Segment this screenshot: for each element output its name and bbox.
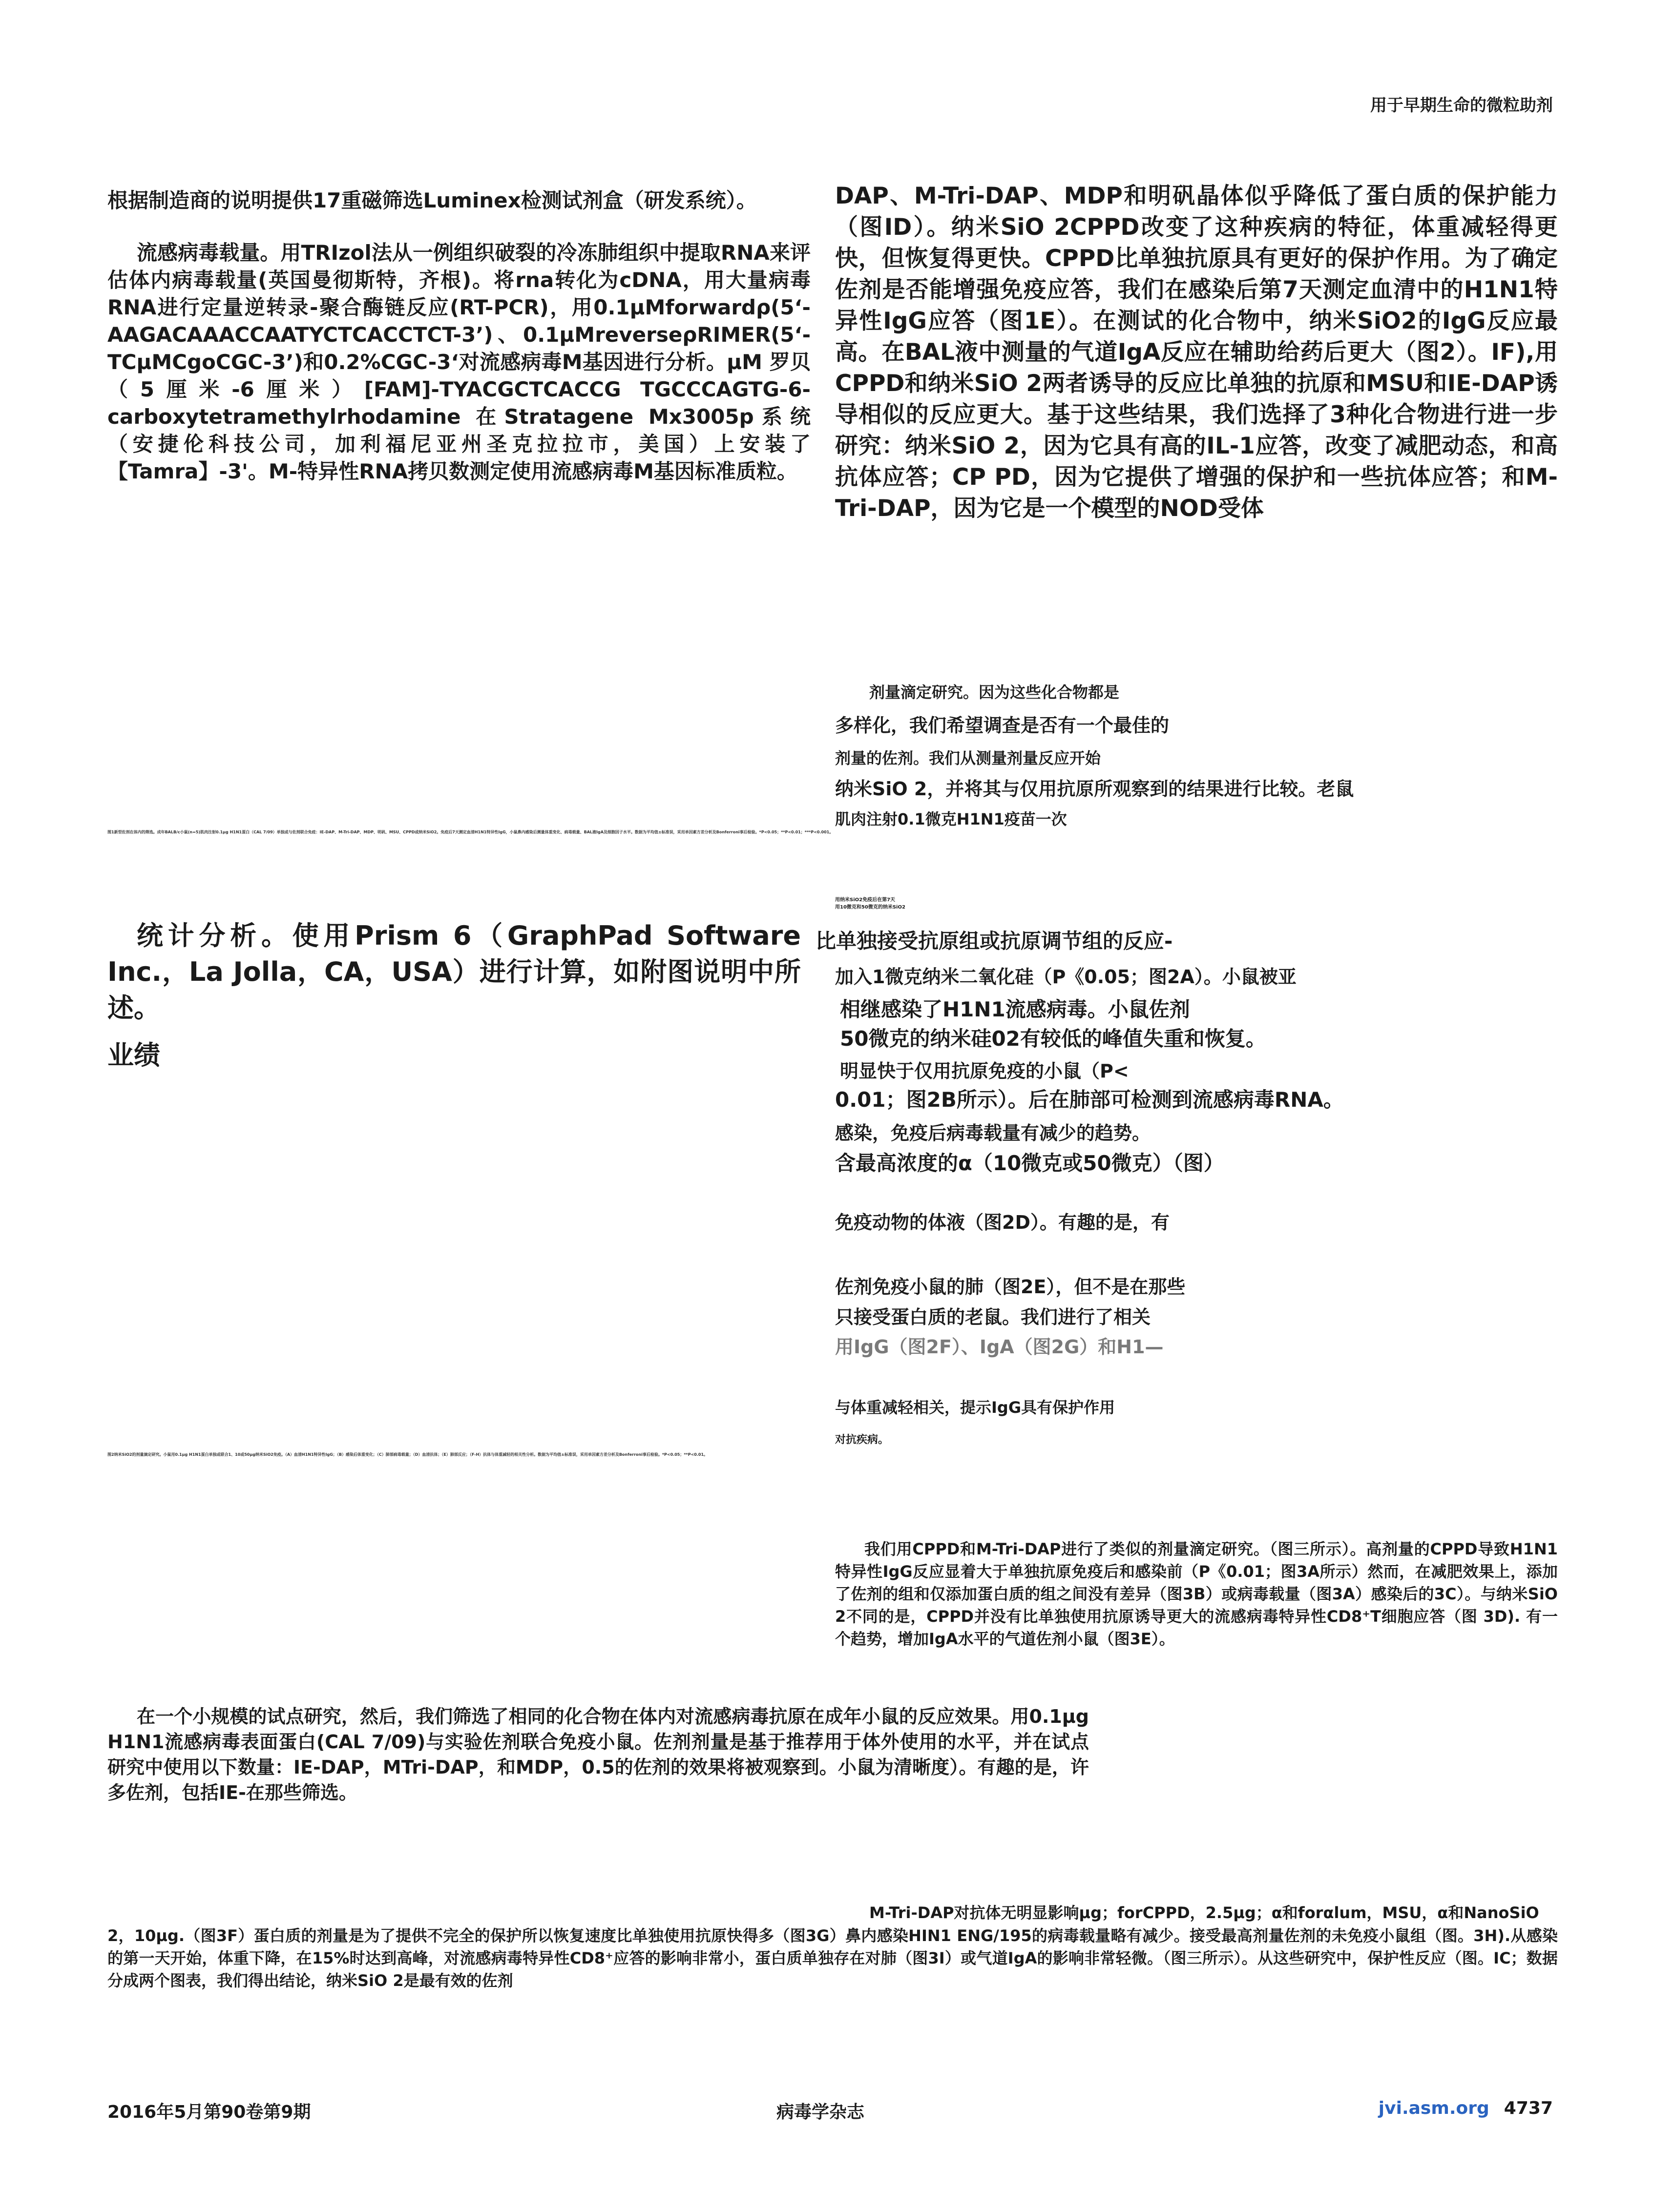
running-head: 用于早期生命的微粒助剂 (1370, 96, 1553, 115)
right-paragraph-1: DAP、M-Tri-DAP、MDP和明矾晶体似乎降低了蛋白质的保护能力（图ID）。纳米SiO 2CPPD改变了这种疾病的特征，体重减轻得更快，但恢复得更快。CPPD比单独抗原具有更好的保护作用。为了确定佐剂是否能增强免疫应答，我们在感染后第7天测定血清中的H1N1特异性IgG应答（图1E）。在测试的化合物中，纳米SiO2的IgG反应最高。在BAL液中测量的气道IgA反应在辅助给药后更大（图2）。IF),用CPPD和纳米SiO 2两者诱导的反应比单独的抗原和MSU和IE-DAP诱导相似的反应更大。基于这些结果，我们选择了3种化合物进行进一步研究：纳米SiO 2，因为它具有高的IL-1应答，改变了减肥动态，和高抗体应答；CP PD，因为它提供了增强的保护和一些抗体应答；和M-Tri-DAP，因为它是一个模型的NOD受体 (835, 183, 1558, 522)
right-block5-line-2: 只接受蛋白质的老鼠。我们进行了相关 (835, 1306, 1151, 1328)
right-block2-line-2: 多样化，我们希望调查是否有一个最佳的 (835, 715, 1170, 736)
left-paragraph-viral-load: 流感病毒载量。用TRIzol法从一例组织破裂的冷冻肺组织中提取RNA来评估体内病毒载量(英国曼彻斯特，齐根)。将rna转化为cDNA，用大量病毒RNA进行定量逆转录-聚合酶链反应(RT-PCR)，用0.1μMforwardρ(5‘-AAGACAAACCAATYCTCACCTCT-3’)、0.1μMreverseρRIMER(5‘-TCμMCgoCGC-3’)和0.2%CGC-3‘对流感病毒M基因进行分析。μM 罗贝（5厘米-6厘米）[FAM]-TYACGCTCACCG TGCCCAGTG-6-carboxytetramethylrhodamine 在Stratagene Mx3005p系统（安捷伦科技公司，加利福尼亚州圣克拉拉市，美国）上安装了【Tamra】-3'。M-特异性RNA拷贝数测定使用流感病毒M基因标准质粒。 (107, 241, 811, 483)
right-block2-line-3: 剂量的佐剂。我们从测量剂量反应开始 (835, 749, 1101, 767)
footer-journal: 病毒学杂志 (776, 2102, 865, 2122)
bottom-paragraph-line-1: M-Tri-DAP对抗体无明显影响μg；forCPPD，2.5μg；α和forαlum，MSU，α和NanoSiO (869, 1903, 1539, 1922)
right-block5-line-3: 用IgG（图2F）、IgA（图2G）和H1— (835, 1336, 1164, 1358)
results-heading: 业绩 (107, 1040, 160, 1071)
right-block7: 对抗疾病。 (835, 1434, 889, 1446)
right-block3-line-6: 0.01；图2B所示）。后在肺部可检测到流感病毒RNA。 (835, 1088, 1344, 1112)
small-note-2: 用10微克和50微克的纳米SiO2 (835, 905, 905, 910)
footer-url[interactable]: jvi.asm.org (1378, 2098, 1489, 2118)
right-block4: 免疫动物的体液（图2D）。有趣的是，有 (835, 1212, 1170, 1233)
right-block3-line-5: 明显快于仅用抗原免疫的小鼠（P< (840, 1060, 1129, 1082)
small-note-1: 用纳米SiO2免疫后在第7天 (835, 897, 896, 903)
right-block3-line-2: 加入1微克纳米二氧化硅（P《0.05；图2A）。小鼠被亚 (835, 966, 1297, 988)
figure-2-caption: 图2纳米SiO2的剂量滴定研究。小鼠用0.1μg H1N1蛋白单独或联合1、10或50μg纳米SiO2免疫。（A）血清H1N1特异性IgG；（B）感染后体重变化；（C）肺部病毒载量；（D）血清抗体；（E）肺部反应；（F-H）抗体与体重减轻的相关性分析。数据为平均值±标准误，采用单因素方差分析及Bonferroni事后检验。*P<0.05；**P<0.01。 (107, 1452, 708, 1457)
right-block3-line-8: 含最高浓度的α（10微克或50微克）（图） (835, 1151, 1224, 1175)
footer-date: 2016年5月第90卷第9期 (107, 2102, 311, 2122)
left-paragraph-1: 根据制造商的说明提供17重磁筛选Luminex检测试剂盒（研发系统）。 (107, 188, 757, 212)
figure-1-area (107, 586, 820, 820)
right-block2-line-4: 纳米SiO 2，并将其与仅用抗原所观察到的结果进行比较。老鼠 (835, 778, 1354, 800)
cppd-paragraph: 我们用CPPD和M-Tri-DAP进行了类似的剂量滴定研究。（图三所示）。高剂量的CPPD导致H1N1特异性IgG反应显着大于单独抗原免疫后和感染前（P《0.01；图3A所示）然而，在减肥效果上，添加了佐剂的组和仅添加蛋白质的组之间没有差异（图3B）或病毒载量（图3A）感染后的3C）。与纳米SiO 2不同的是，CPPD并没有比单独使用抗原诱导更大的流感病毒特异性CD8⁺T细胞应答（图 3D). 有一个趋势，增加IgA水平的气道佐剂小鼠（图3E）。 (835, 1540, 1558, 1648)
right-block3-line-3: 相继感染了H1N1流感病毒。小鼠佐剂 (840, 997, 1190, 1021)
stats-paragraph: 统计分析。使用Prism 6（GraphPad Software Inc.，La Jolla，CA，USA）进行计算，如附图说明中所述。 (107, 920, 801, 1023)
right-block5-line-1: 佐剂免疫小鼠的肺（图2E），但不是在那些 (835, 1276, 1186, 1298)
right-block3-line-1: 比单独接受抗原组或抗原调节组的反应- (816, 929, 1173, 953)
right-block3-line-7: 感染，免疫后病毒载量有减少的趋势。 (835, 1122, 1151, 1144)
figure-1-caption: 图1新型佐剂在体内的筛选。成年BALB/c小鼠(n=5)肌肉注射0.1μg H1N1蛋白（CAL 7/09）单独或与佐剂联合免疫：IE-DAP、M-Tri-DAP、MDP、明矾、MSU、CPPD或纳米SiO2。免疫后7天测定血清H1N1特异性IgG，小鼠鼻内感染后测量体重变化、病毒载量、BAL液IgA及细胞因子水平。数据为平均值±标准误，采用单因素方差分析及Bonferroni事后检验。*P<0.05；**P<0.01；***P<0.001。 (107, 830, 834, 834)
right-block3-line-4: 50微克的纳米硅02有较低的峰值失重和恢复。 (840, 1027, 1266, 1051)
footer-right (1379, 2098, 1553, 2118)
pilot-paragraph: 在一个小规模的试点研究，然后，我们筛选了相同的化合物在体内对流感病毒抗原在成年小鼠的反应效果。用0.1μg H1N1流感病毒表面蛋白(CAL 7/09)与实验佐剂联合免疫小鼠。佐剂剂量是基于推荐用于体外使用的水平，并在试点研究中使用以下数量：IE-DAP，MTri-DAP，和MDP，0.5的佐剂的效果将被观察到。小鼠为清晰度）。有趣的是，许多佐剂，包括IE-在那些筛选。 (107, 1706, 1089, 1803)
bottom-paragraph-rest: 2，10μg.（图3F）蛋白质的剂量是为了提供不完全的保护所以恢复速度比单独使用抗原快得多（图3G）鼻内感染HIN1 ENG/195的病毒载量略有减少。接受最高剂量佐剂的未免疫小鼠组（图。3H).从感染的第一天开始，体重下降，在15%时达到高峰，对流感病毒特异性CD8⁺应答的影响非常小，蛋白质单独存在对肺（图3I）或气道IgA的影响非常轻微。（图三所示）。从这些研究中，保护性反应（图。IC；数据分成两个图表，我们得出结论，纳米SiO 2是最有效的佐剂 (107, 1926, 1558, 1990)
right-block6: 与体重减轻相关，提示IgG具有保护作用 (835, 1398, 1115, 1417)
page-number: 4737 (1504, 2098, 1553, 2118)
right-block2-line-1: 剂量滴定研究。因为这些化合物都是 (869, 683, 1120, 702)
right-block2-line-5: 肌肉注射0.1微克H1N1疫苗一次 (835, 810, 1067, 828)
figure-2-area (107, 1074, 811, 1435)
